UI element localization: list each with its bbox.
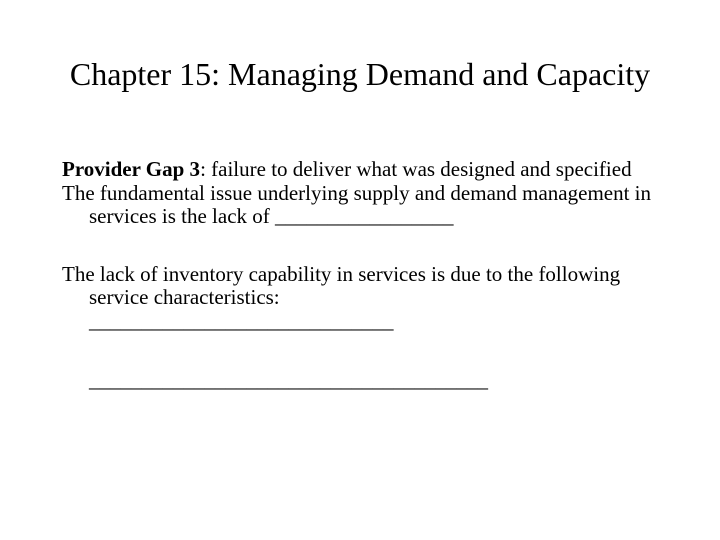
- provider-gap-term: Provider Gap 3: [62, 157, 201, 181]
- answer-blank-1: _____________________________: [89, 308, 394, 333]
- inventory-capability-paragraph: The lack of inventory capability in services is due to the following service characteristics:: [62, 261, 621, 309]
- provider-gap-text: : failure to deliver what was designed and specified: [200, 157, 632, 181]
- slide-title: Chapter 15: Managing Demand and Capacity: [69, 56, 651, 92]
- answer-blank-2: ______________________________________: [89, 368, 488, 392]
- slide-body: [62, 158, 662, 393]
- fundamental-issue-paragraph: The fundamental issue underlying supply and demand management in services is the lack of _________________: [62, 180, 652, 228]
- provider-gap-paragraph: [62, 158, 662, 182]
